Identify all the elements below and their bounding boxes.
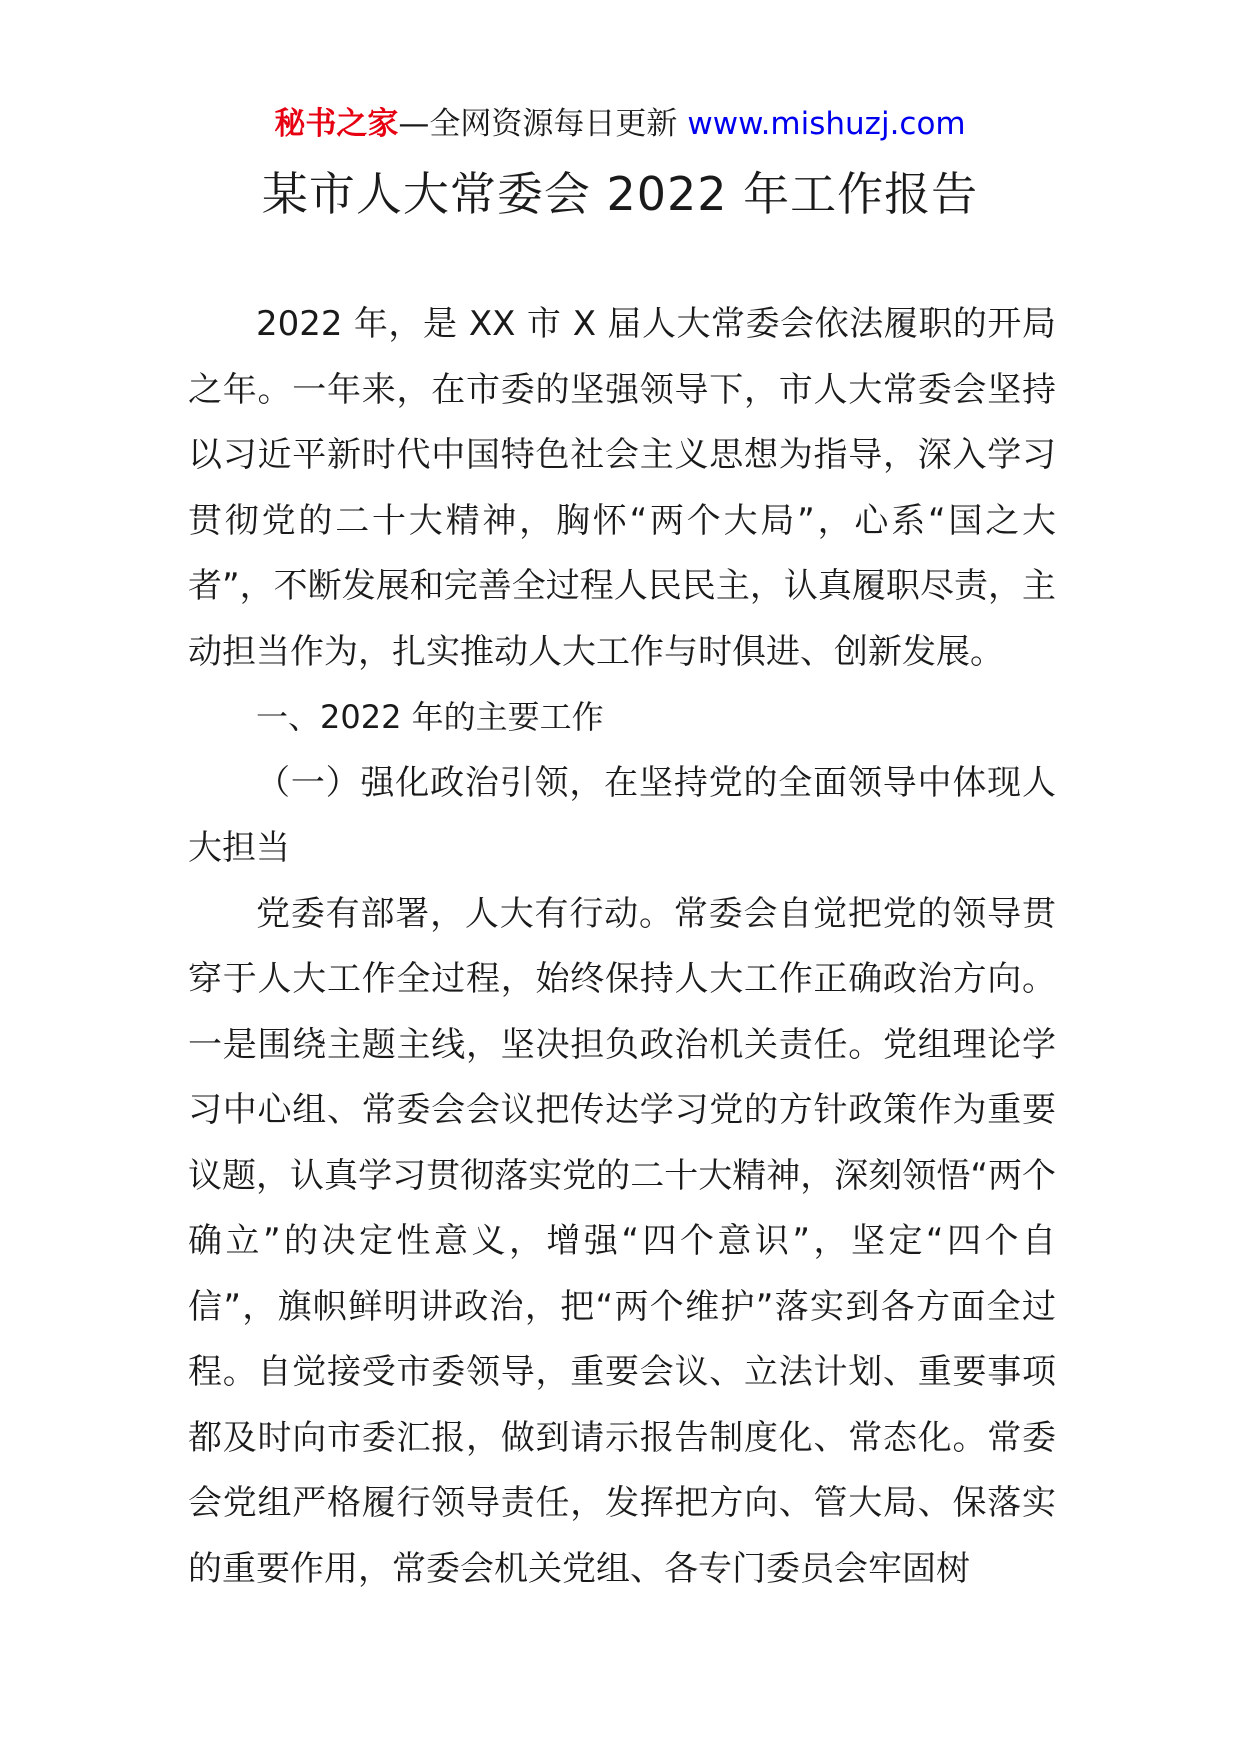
brand-name: 秘书之家: [274, 106, 399, 142]
site-link[interactable]: www.mishuzj.com: [687, 106, 966, 142]
body-paragraph: 党委有部署，人大有行动。常委会自觉把党的领导贯穿于人大工作全过程，始终保持人大工作正确政治方向。一是围绕主题主线，坚决担负政治机关责任。党组理论学习中心组、常委会会议把传达学习党的方针政策作为重要议题，认真学习贯彻落实党的二十大精神，深刻领悟“两个确立”的决定性意义，增强“四个意识”，坚定“四个自信”，旗帜鲜明讲政治，把“两个维护”落实到各方面全过程。自觉接受市委领导，重要会议、立法计划、重要事项都及时向市委汇报，做到请示报告制度化、常态化。常委会党组严格履行领导责任，发挥把方向、管大局、保落实的重要作用，常委会机关党组、各专门委员会牢固树: [188, 893, 1056, 1589]
subsection-heading: （一）强化政治引领，在坚持党的全面领导中体现人大担当: [188, 762, 1056, 868]
banner-tagline: —全网资源每日更新: [398, 106, 678, 142]
document-title: 某市人大常委会 2022 年工作报告: [261, 167, 979, 221]
intro-paragraph: 2022 年，是 XX 市 X 届人大常委会依法履职的开局之年。一年来，在市委的坚强领导下，市人大常委会坚持以习近平新时代中国特色社会主义思想为指导，深入学习贯彻党的二十大精神，胸怀“两个大局”，心系“国之大者”，不断发展和完善全过程人民民主，认真履职尽责，主动担当作为，扎实推动人大工作与时俱进、创新发展。: [188, 304, 1056, 672]
section-heading: 一、2022 年的主要工作: [256, 698, 604, 736]
document-body: [188, 292, 1056, 1602]
site-banner: [0, 100, 1240, 148]
